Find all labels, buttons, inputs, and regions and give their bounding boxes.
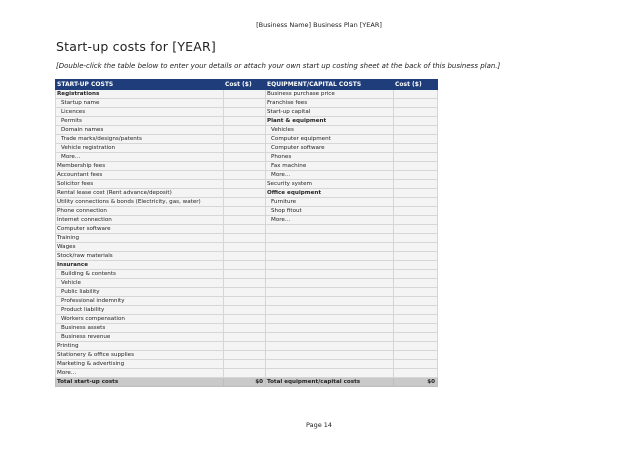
equipment-item-cost[interactable]: [394, 261, 438, 270]
startup-item-label: Licences: [56, 108, 224, 117]
equipment-item-cost[interactable]: [394, 288, 438, 297]
header-startup-costs: START-UP COSTS: [56, 80, 224, 90]
table-row: [56, 135, 438, 144]
equipment-item-label: [266, 225, 394, 234]
startup-item-cost[interactable]: [224, 297, 266, 306]
startup-item-label: Registrations: [56, 90, 224, 99]
startup-item-cost[interactable]: [224, 117, 266, 126]
table-row: [56, 261, 438, 270]
equipment-item-cost[interactable]: [394, 171, 438, 180]
table-row: [56, 162, 438, 171]
table-row: [56, 333, 438, 342]
startup-costs-table-container[interactable]: [55, 79, 437, 387]
startup-item-label: Professional indemnity: [56, 297, 224, 306]
startup-item-cost[interactable]: [224, 252, 266, 261]
equipment-item-label: Fax machine: [266, 162, 394, 171]
header-cost-left: Cost ($): [224, 80, 266, 90]
startup-item-cost[interactable]: [224, 315, 266, 324]
equipment-item-label: [266, 351, 394, 360]
table-row: [56, 342, 438, 351]
equipment-item-label: Phones: [266, 153, 394, 162]
startup-item-cost[interactable]: [224, 324, 266, 333]
startup-item-cost[interactable]: [224, 90, 266, 99]
equipment-item-cost[interactable]: [394, 279, 438, 288]
startup-item-label: Stock/raw materials: [56, 252, 224, 261]
equipment-item-cost[interactable]: [394, 333, 438, 342]
startup-item-cost[interactable]: [224, 126, 266, 135]
equipment-item-label: [266, 252, 394, 261]
equipment-item-label: Computer equipment: [266, 135, 394, 144]
startup-item-label: Internet connection: [56, 216, 224, 225]
total-startup-value[interactable]: $0: [224, 378, 266, 387]
startup-item-cost[interactable]: [224, 351, 266, 360]
table-row: [56, 315, 438, 324]
total-equipment-label: Total equipment/capital costs: [266, 378, 394, 387]
table-row: [56, 126, 438, 135]
equipment-item-label: Business purchase price: [266, 90, 394, 99]
table-row: [56, 369, 438, 378]
equipment-item-label: [266, 288, 394, 297]
equipment-item-cost[interactable]: [394, 360, 438, 369]
equipment-item-label: Start-up capital: [266, 108, 394, 117]
equipment-item-cost[interactable]: [394, 225, 438, 234]
startup-item-label: Product liability: [56, 306, 224, 315]
startup-item-cost[interactable]: [224, 99, 266, 108]
equipment-item-cost[interactable]: [394, 198, 438, 207]
startup-item-cost[interactable]: [224, 180, 266, 189]
startup-item-cost[interactable]: [224, 342, 266, 351]
equipment-item-cost[interactable]: [394, 99, 438, 108]
equipment-item-label: [266, 297, 394, 306]
startup-item-cost[interactable]: [224, 189, 266, 198]
startup-item-label: Phone connection: [56, 207, 224, 216]
equipment-item-label: [266, 369, 394, 378]
equipment-item-label: [266, 360, 394, 369]
equipment-item-label: Security system: [266, 180, 394, 189]
instructions-text: [Double-click the table below to enter your details or attach your own start up costing sheet at the back of this business plan.]: [56, 62, 501, 70]
table-row: [56, 306, 438, 315]
table-row: [56, 216, 438, 225]
table-row: [56, 225, 438, 234]
page-number: Page 14: [305, 421, 333, 429]
equipment-item-cost[interactable]: [394, 342, 438, 351]
startup-item-label: Workers compensation: [56, 315, 224, 324]
startup-item-label: Public liability: [56, 288, 224, 297]
header-equipment-costs: EQUIPMENT/CAPITAL COSTS: [266, 80, 394, 90]
startup-item-label: Training: [56, 234, 224, 243]
table-row: [56, 180, 438, 189]
equipment-item-cost[interactable]: [394, 306, 438, 315]
equipment-item-cost[interactable]: [394, 234, 438, 243]
table-header-row: [56, 80, 438, 90]
table-row: [56, 153, 438, 162]
startup-item-label: Startup name: [56, 99, 224, 108]
equipment-item-label: More...: [266, 216, 394, 225]
page-title: Start-up costs for [YEAR]: [56, 39, 216, 54]
table-row: [56, 207, 438, 216]
equipment-item-cost[interactable]: [394, 189, 438, 198]
startup-item-label: Insurance: [56, 261, 224, 270]
startup-item-cost[interactable]: [224, 360, 266, 369]
startup-item-label: More...: [56, 369, 224, 378]
equipment-item-cost[interactable]: [394, 153, 438, 162]
equipment-item-cost[interactable]: [394, 90, 438, 99]
equipment-item-cost[interactable]: [394, 216, 438, 225]
startup-item-cost[interactable]: [224, 270, 266, 279]
table-row: [56, 99, 438, 108]
equipment-item-cost[interactable]: [394, 243, 438, 252]
startup-item-label: Domain names: [56, 126, 224, 135]
startup-item-label: Utility connections & bonds (Electricity, gas, water): [56, 198, 224, 207]
equipment-item-cost[interactable]: [394, 126, 438, 135]
startup-item-cost[interactable]: [224, 144, 266, 153]
table-row: [56, 351, 438, 360]
table-row: [56, 243, 438, 252]
equipment-item-label: [266, 333, 394, 342]
table-row: [56, 252, 438, 261]
startup-item-label: Computer software: [56, 225, 224, 234]
table-row: [56, 198, 438, 207]
startup-item-cost[interactable]: [224, 243, 266, 252]
equipment-item-label: Shop fitout: [266, 207, 394, 216]
equipment-item-cost[interactable]: [394, 180, 438, 189]
equipment-item-cost[interactable]: [394, 108, 438, 117]
equipment-item-label: More...: [266, 171, 394, 180]
startup-item-label: Permits: [56, 117, 224, 126]
table-row: [56, 297, 438, 306]
startup-item-label: Marketing & advertising: [56, 360, 224, 369]
total-row: [56, 378, 438, 387]
equipment-item-cost[interactable]: [394, 297, 438, 306]
equipment-item-cost[interactable]: [394, 162, 438, 171]
startup-item-label: Printing: [56, 342, 224, 351]
equipment-item-label: Franchise fees: [266, 99, 394, 108]
table-row: [56, 279, 438, 288]
equipment-item-label: [266, 324, 394, 333]
table-row: [56, 144, 438, 153]
equipment-item-label: Office equipment: [266, 189, 394, 198]
table-row: [56, 324, 438, 333]
equipment-item-label: Vehicles: [266, 126, 394, 135]
startup-item-label: Vehicle registration: [56, 144, 224, 153]
startup-item-cost[interactable]: [224, 153, 266, 162]
startup-item-label: Solicitor fees: [56, 180, 224, 189]
equipment-item-cost[interactable]: [394, 117, 438, 126]
startup-item-cost[interactable]: [224, 288, 266, 297]
equipment-item-cost[interactable]: [394, 135, 438, 144]
equipment-item-cost[interactable]: [394, 252, 438, 261]
table-row: [56, 270, 438, 279]
equipment-item-label: Plant & equipment: [266, 117, 394, 126]
startup-item-cost[interactable]: [224, 108, 266, 117]
equipment-item-label: [266, 261, 394, 270]
startup-item-label: Stationery & office supplies: [56, 351, 224, 360]
startup-item-label: Business revenue: [56, 333, 224, 342]
equipment-item-cost[interactable]: [394, 351, 438, 360]
startup-item-label: Accountant fees: [56, 171, 224, 180]
equipment-item-cost[interactable]: [394, 369, 438, 378]
startup-item-label: More...: [56, 153, 224, 162]
startup-item-cost[interactable]: [224, 207, 266, 216]
header-cost-right: Cost ($): [394, 80, 438, 90]
startup-item-cost[interactable]: [224, 279, 266, 288]
table-row: [56, 360, 438, 369]
equipment-item-cost[interactable]: [394, 315, 438, 324]
table-row: [56, 189, 438, 198]
startup-item-cost[interactable]: [224, 225, 266, 234]
startup-item-cost[interactable]: [224, 135, 266, 144]
total-startup-label: Total start-up costs: [56, 378, 224, 387]
page-header: [Business Name] Business Plan [YEAR]: [256, 21, 382, 29]
startup-item-label: Wages: [56, 243, 224, 252]
startup-item-label: Trade marks/designs/patents: [56, 135, 224, 144]
equipment-item-label: [266, 270, 394, 279]
table-row: [56, 90, 438, 99]
startup-item-label: Rental lease cost (Rent advance/deposit): [56, 189, 224, 198]
equipment-item-cost[interactable]: [394, 270, 438, 279]
table-row: [56, 108, 438, 117]
startup-item-cost[interactable]: [224, 369, 266, 378]
equipment-item-label: Computer software: [266, 144, 394, 153]
startup-item-cost[interactable]: [224, 333, 266, 342]
startup-item-cost[interactable]: [224, 198, 266, 207]
table-row: [56, 117, 438, 126]
total-equipment-value[interactable]: $0: [394, 378, 438, 387]
startup-costs-table[interactable]: [55, 79, 438, 387]
startup-item-cost[interactable]: [224, 162, 266, 171]
startup-item-cost[interactable]: [224, 216, 266, 225]
startup-item-label: Vehicle: [56, 279, 224, 288]
equipment-item-label: [266, 243, 394, 252]
equipment-item-label: [266, 342, 394, 351]
equipment-item-label: Furniture: [266, 198, 394, 207]
equipment-item-cost[interactable]: [394, 207, 438, 216]
equipment-item-label: [266, 234, 394, 243]
table-row: [56, 171, 438, 180]
startup-item-cost[interactable]: [224, 261, 266, 270]
table-row: [56, 234, 438, 243]
equipment-item-cost[interactable]: [394, 144, 438, 153]
table-row: [56, 288, 438, 297]
equipment-item-label: [266, 279, 394, 288]
startup-item-label: Business assets: [56, 324, 224, 333]
startup-item-label: Membership fees: [56, 162, 224, 171]
startup-item-cost[interactable]: [224, 171, 266, 180]
startup-item-label: Building & contents: [56, 270, 224, 279]
equipment-item-label: [266, 315, 394, 324]
startup-item-cost[interactable]: [224, 234, 266, 243]
equipment-item-cost[interactable]: [394, 324, 438, 333]
equipment-item-label: [266, 306, 394, 315]
startup-item-cost[interactable]: [224, 306, 266, 315]
